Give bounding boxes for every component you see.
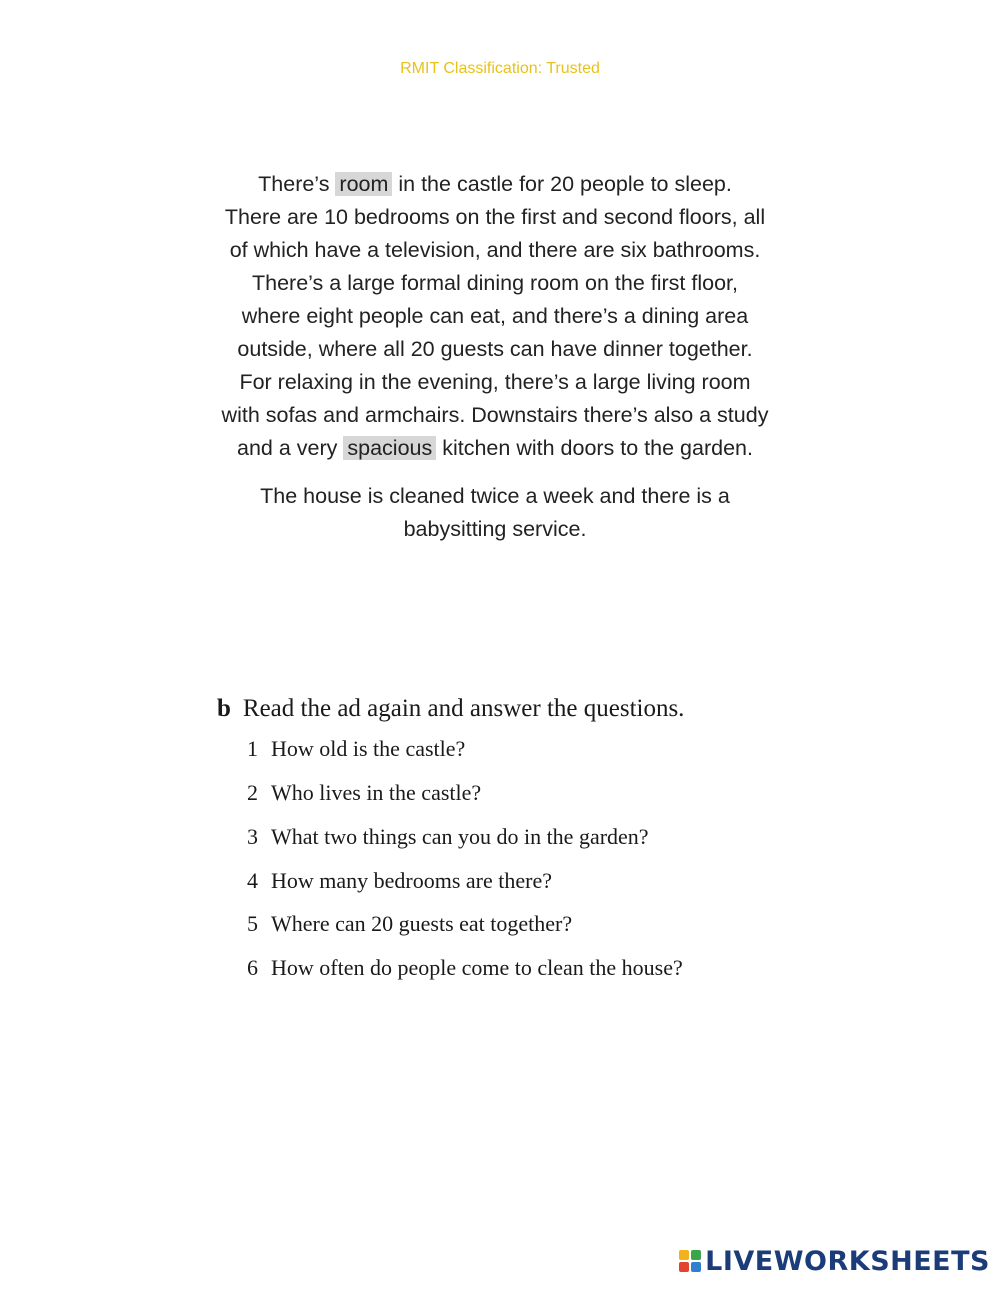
question-item <box>247 824 649 850</box>
task-instruction: Read the ad again and answer the questions. <box>242 695 685 722</box>
task-letter: b <box>217 695 231 722</box>
question-item <box>247 780 481 806</box>
question-number: 6 <box>247 955 258 980</box>
text-segment: There’s <box>258 172 336 196</box>
question-item <box>247 911 572 937</box>
text-segment: and a very <box>237 436 344 460</box>
liveworksheets-logo-icon <box>679 1250 701 1272</box>
question-number: 1 <box>247 736 258 761</box>
question-text: Who lives in the castle? <box>271 780 482 805</box>
question-text: How often do people come to clean the house? <box>271 955 683 980</box>
classification-label: RMIT Classification: Trusted <box>400 60 600 77</box>
ad-line: There are 10 bedrooms on the first and second floors, all <box>224 205 766 229</box>
question-text: How old is the castle? <box>271 736 466 761</box>
question-number: 4 <box>247 868 258 893</box>
logo-tile <box>691 1250 701 1260</box>
logo-tile <box>691 1262 701 1272</box>
ad-line: For relaxing in the evening, there’s a large living room <box>239 370 751 394</box>
question-item <box>247 736 465 762</box>
question-number: 3 <box>247 824 258 849</box>
task-section <box>217 692 857 980</box>
logo-tile <box>679 1250 689 1260</box>
ad-line: where eight people can eat, and there’s a dining area <box>241 304 749 328</box>
question-number: 2 <box>247 780 258 805</box>
text-segment: in the castle for 20 people to sleep. <box>392 172 732 196</box>
logo-text: LIVEWORKSHEETS <box>705 1245 990 1277</box>
highlighted-word-room: room <box>335 172 392 196</box>
ad-line: of which have a television, and there are six bathrooms. <box>229 238 761 262</box>
highlighted-word-spacious: spacious <box>343 436 436 460</box>
question-item <box>247 955 683 981</box>
ad-text <box>190 168 800 465</box>
task-heading <box>217 692 857 726</box>
liveworksheets-logo[interactable] <box>679 1245 990 1277</box>
logo-tile <box>679 1262 689 1272</box>
ad-line: with sofas and armchairs. Downstairs there’s also a study <box>221 403 769 427</box>
question-item <box>247 868 552 894</box>
question-text: Where can 20 guests eat together? <box>271 911 573 936</box>
ad-paragraph-2 <box>190 480 800 546</box>
ad-line: babysitting service. <box>403 517 587 541</box>
ad-line: There’s a large formal dining room on the first floor, <box>252 271 738 295</box>
ad-line: The house is cleaned twice a week and there is a <box>260 484 730 508</box>
ad-line <box>190 432 800 465</box>
ad-line <box>190 168 800 201</box>
text-segment: kitchen with doors to the garden. <box>436 436 753 460</box>
question-text: What two things can you do in the garden? <box>271 824 649 849</box>
question-number: 5 <box>247 911 258 936</box>
ad-line: outside, where all 20 guests can have dinner together. <box>237 337 753 361</box>
question-text: How many bedrooms are there? <box>271 868 553 893</box>
